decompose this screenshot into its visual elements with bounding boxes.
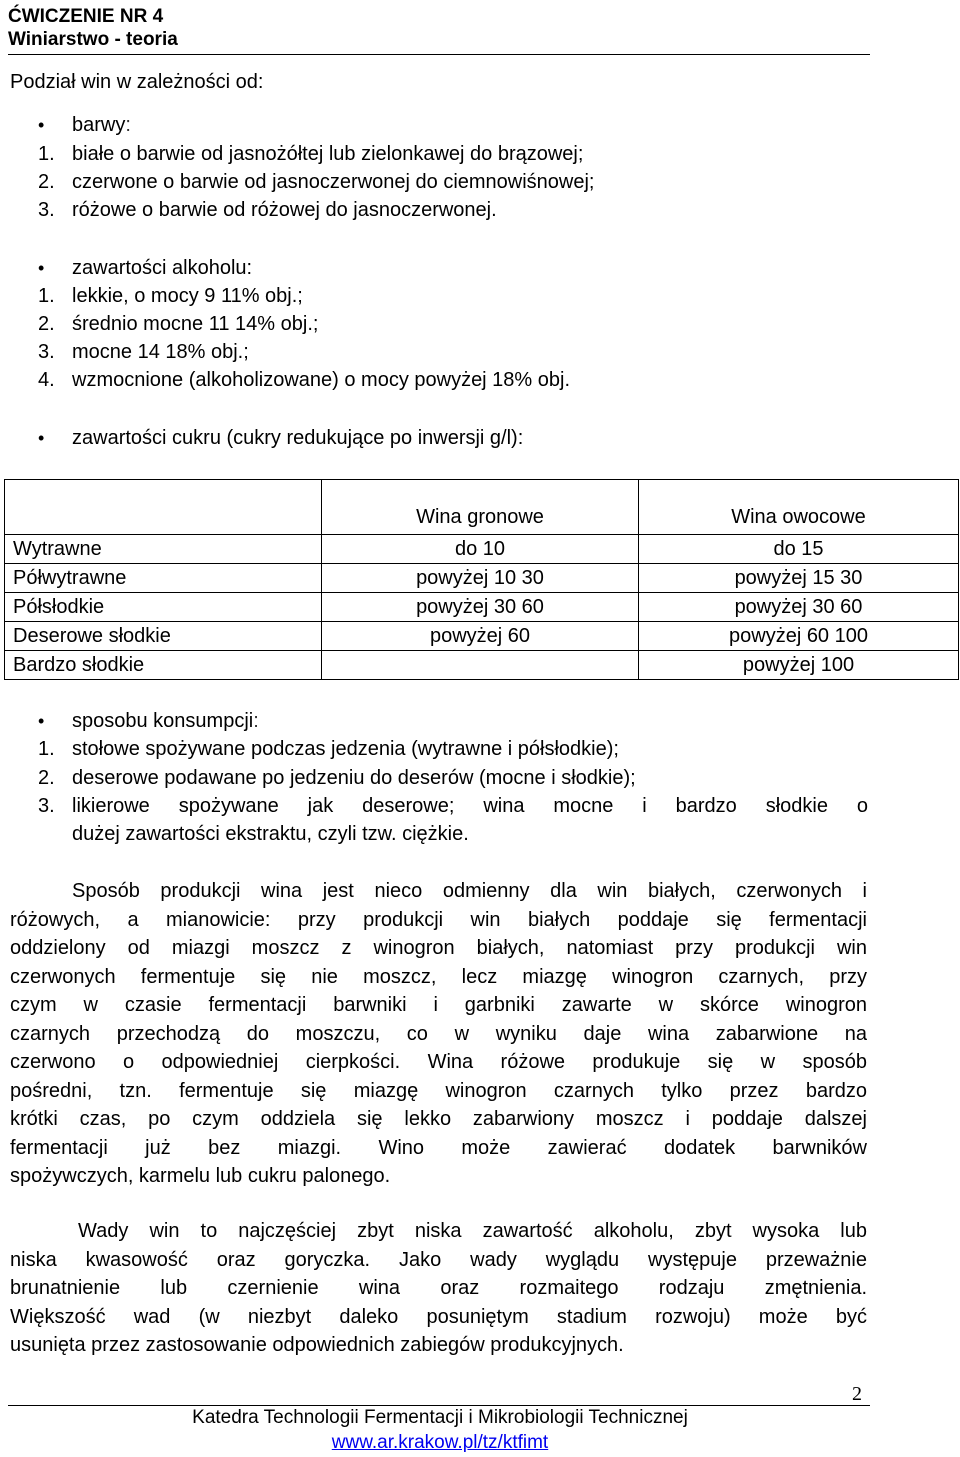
table-header-cell: Wina gronowe (322, 480, 639, 535)
table-row (5, 651, 959, 680)
list-number: 3. (38, 795, 55, 817)
table-cell: powyżej 15 30 (639, 564, 959, 593)
table-row (5, 593, 959, 622)
table-row (5, 535, 959, 564)
paragraph-line: czerwono o odpowiedniej cierpkości. Wina różowe produkuje się w sposób (10, 1051, 867, 1073)
table-cell: do 15 (639, 535, 959, 564)
bullet-icon: • (38, 258, 45, 278)
footer-link[interactable]: www.ar.krakow.pl/tz/ktfimt (331, 1432, 549, 1453)
list-text: średnio mocne 11 14% obj.; (72, 313, 319, 335)
section-colon: : (125, 114, 131, 136)
paragraph-line: czym w czasie fermentacji barwniki i garbniki zawarte w skórce winogron (10, 994, 867, 1016)
table-cell: do 10 (322, 535, 639, 564)
list-text: deserowe podawane po jedzeniu do deserów (mocne i słodkie); (72, 767, 636, 789)
section-title: zawartości cukru (cukry redukujące po inwersji g/l): (72, 427, 524, 449)
document-subtitle: Winiarstwo - teoria (8, 29, 178, 50)
table-header-row (5, 480, 959, 535)
list-text: mocne 14 18% obj.; (72, 341, 249, 363)
list-number: 2. (38, 171, 55, 193)
paragraph-line: Sposób produkcji wina jest nieco odmienny dla win białych, czerwonych i (72, 880, 867, 902)
document-title: ĆWICZENIE NR 4 (8, 6, 164, 27)
list-number: 1. (38, 143, 55, 165)
table-cell: Półwytrawne (5, 564, 322, 593)
paragraph-line: oddzielony od miazgi moszcz z winogron białych, natomiast przy produkcji win (10, 937, 867, 959)
paragraph-line: spożywczych, karmelu lub cukru palonego. (10, 1165, 391, 1187)
bullet-icon: • (38, 115, 45, 135)
defects-paragraph (10, 1217, 867, 1360)
table-row (5, 564, 959, 593)
list-text: lekkie, o mocy 9 11% obj.; (72, 285, 303, 307)
list-text: likierowe spożywane jak deserowe; wina mocne i bardzo słodkie o (72, 795, 868, 817)
table-header-cell (5, 480, 322, 535)
list-number: 1. (38, 285, 55, 307)
table-cell: powyżej 30 60 (322, 593, 639, 622)
paragraph-line: czerwonych fermentuje się nie moszcz, lecz miazgę winogron czarnych, przy (10, 965, 867, 988)
paragraph-line: pośredni, tzn. fermentuje się miazgę winogron czarnych tylko przez bardzo (10, 1079, 867, 1102)
section-colon: : (253, 710, 259, 732)
list-number: 3. (38, 341, 55, 363)
footer-divider (8, 1405, 870, 1406)
table-header-cell: Wina owocowe (639, 480, 959, 535)
table-cell: powyżej 60 (322, 622, 639, 651)
list-number: 1. (38, 738, 55, 760)
paragraph-line: różowych, a mianowicie: przy produkcji win białych poddaje się fermentacji (10, 908, 867, 931)
table-cell: Bardzo słodkie (5, 651, 322, 680)
paragraph-line: brunatnienie lub czernienie wina oraz rozmaitego rodzaju zmętnienia. (10, 1277, 867, 1299)
list-text: różowe o barwie od różowej do jasnoczerwonej. (72, 199, 497, 221)
paragraph-line: Wady win to najczęściej zbyt niska zawartość alkoholu, zbyt wysoka lub (78, 1220, 867, 1242)
list-text: wzmocnione (alkoholizowane) o mocy powyżej 18% obj. (72, 369, 571, 391)
table-cell: powyżej 60 100 (639, 622, 959, 651)
header-divider (8, 54, 870, 55)
sugar-table (4, 479, 959, 680)
table-cell: Półsłodkie (5, 593, 322, 622)
list-number: 2. (38, 767, 55, 789)
table-cell: powyżej 10 30 (322, 564, 639, 593)
page-number: 2 (852, 1383, 862, 1405)
list-text: stołowe spożywane podczas jedzenia (wytrawne i półsłodkie); (72, 738, 619, 760)
list-text: czerwone o barwie od jasnoczerwonej do ciemnowiśnowej; (72, 171, 595, 193)
list-text: białe o barwie od jasnożółtej lub zielonkawej do brązowej; (72, 143, 584, 165)
paragraph-line: czarnych przechodzą do moszczu, co w wyniku daje wina zabarwione na (10, 1022, 867, 1045)
table-cell: powyżej 30 60 (639, 593, 959, 622)
paragraph-line: fermentacji już bez miazgi. Wino może zawierać dodatek barwników (10, 1136, 867, 1159)
list-text: dużej zawartości ekstraktu, czyli tzw. ciężkie. (72, 823, 469, 845)
table-cell (322, 651, 639, 680)
bullet-icon: • (38, 428, 45, 448)
table-row (5, 622, 959, 651)
section-title: zawartości alkoholu: (72, 257, 253, 279)
paragraph-line: niska kwasowość oraz goryczka. Jako wady wyglądu występuje przeważnie (10, 1248, 867, 1271)
table-cell: powyżej 100 (639, 651, 959, 680)
section-title: barwy (72, 114, 126, 136)
table-cell: Deserowe słodkie (5, 622, 322, 651)
list-number: 3. (38, 199, 55, 221)
table-cell: Wytrawne (5, 535, 322, 564)
production-paragraph (10, 877, 867, 1191)
paragraph-line: Większość wad (w niezbyt daleko posuniętym stadium rozwoju) może być (10, 1305, 867, 1328)
footer-institution: Katedra Technologii Fermentacji i Mikrobiologii Technicznej (192, 1407, 688, 1428)
paragraph-line: usunięta przez zastosowanie odpowiednich zabiegów produkcyjnych. (10, 1334, 624, 1356)
list-item (38, 792, 868, 820)
list-number: 2. (38, 313, 55, 335)
paragraph-line: krótki czas, po czym oddziela się lekko zabarwiony moszcz i poddaje dalszej (10, 1108, 867, 1130)
bullet-icon: • (38, 711, 45, 731)
intro-text: Podział win w zależności od: (10, 71, 264, 93)
list-number: 4. (38, 369, 55, 391)
section-title: sposobu konsumpcji (72, 710, 254, 732)
